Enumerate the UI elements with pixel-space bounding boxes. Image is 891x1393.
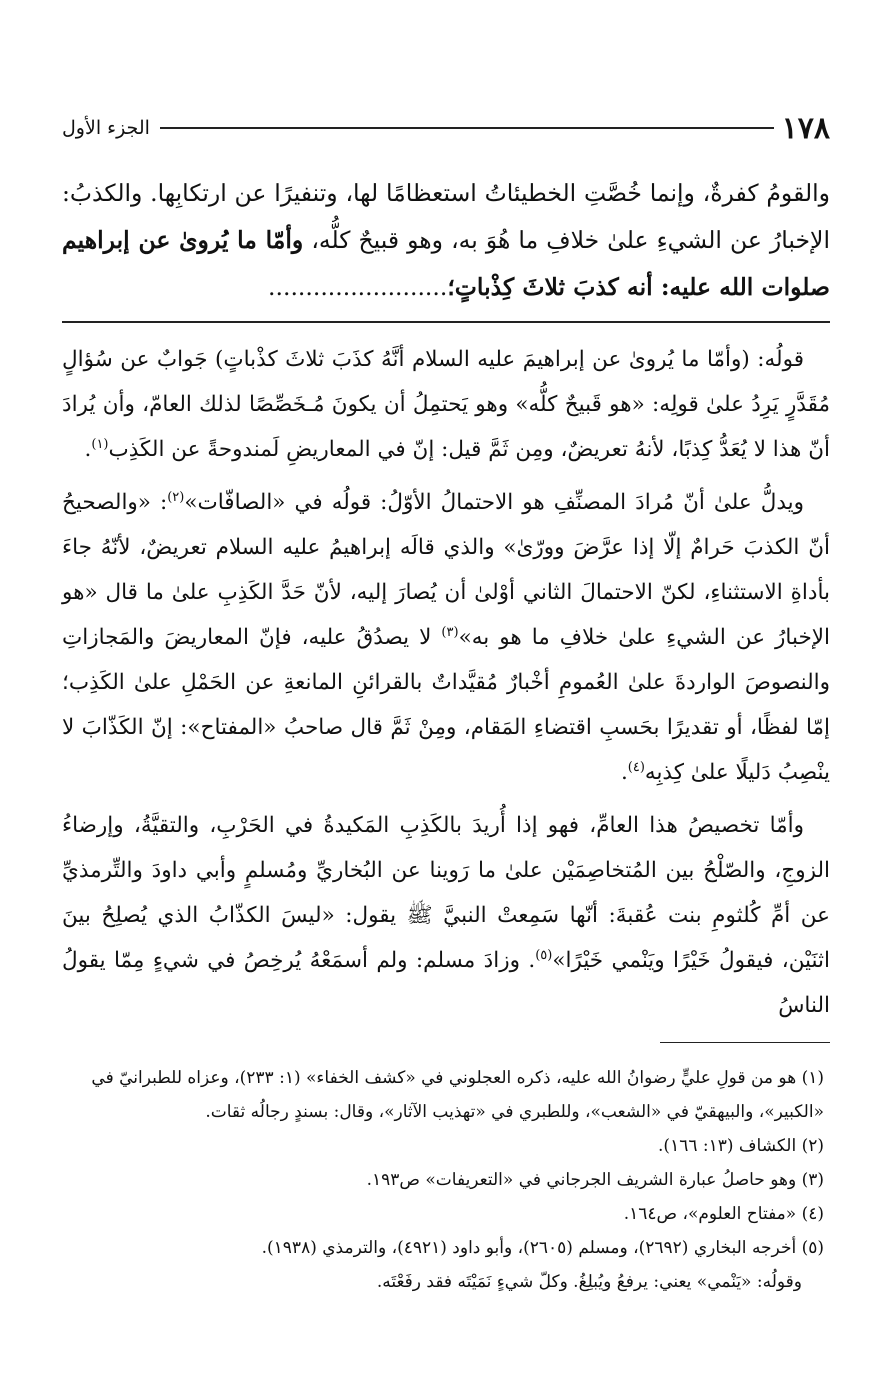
main-text-dots: ........................ (268, 273, 448, 301)
paragraph-text: وأمّا تخصيصُ هذا العامِّ، فهو إذا أُريدَ بالكَذِبِ المَكيدةُ في الحَرْبِ، والتقيَّةُ، وإرضاءُ الزوجِ، والصّلْحُ بين المُتخاصِمَيْن علىٰ ما رَوينا عن البُخاريِّ ومُسلمٍ وأبي داودَ والتِّرمذيِّ عن أمِّ كُلثومِ بنت عُقبةَ: أنّها سَمِعتْ النبيَّ ﷺ يقول: «ليسَ الكذّابُ الذي يُصلِحُ بينَ اثنَيْن، فيقولُ خَيْرًا ويَنْمي خَيْرًا» (62, 813, 830, 973)
paragraph-text: قولُه: (وأمّا ما يُروىٰ عن إبراهيمَ عليه السلام أنَّهُ كذَبَ ثلاثَ كذْباتٍ) جَوابٌ عن سُؤالٍ مُقَدَّرٍ يَرِدُ علىٰ قولِه: «هو قَبيحٌ كلُّه» وهو يَحتمِلُ أن يكونَ مُـخَصِّصًا لذلك العامّ، وأن يُرادَ أنّ هذا لا يُعَدُّ كِذبًا، لأنهُ تعريضٌ، ومِن ثَمَّ قيل: إنّ في المعاريضِ لَمندوحةً عن الكَذِب (62, 347, 830, 462)
footnote: (٢) الكشاف (١٣: ١٦٦). (658, 1136, 824, 1156)
page-header (62, 108, 830, 148)
footnote-ref: (٤) (627, 759, 645, 775)
main-separator (62, 321, 830, 323)
footnote-separator (660, 1042, 830, 1043)
paragraph-text: لا يصدُقُ عليه، فإنّ المعاريضَ والمَجازاتِ والنصوصَ الواردةَ علىٰ العُمومِ أخْبارٌ مُقيَّداتٌ بالقرائنِ المانعةِ عن الحَمْلِ علىٰ الكَذِب؛ إمّا لفظًا، أو تقديرًا بحَسبِ اقتضاءِ المَقام، ومِنْ ثَمَّ قال صاحبُ «المفتاح»: إنّ الكَذّابَ لا ينْصِبُ دَليلًا علىٰ كِذبِه (62, 625, 830, 785)
header-rule (160, 127, 774, 129)
main-text (62, 170, 830, 311)
footnote: (٣) وهو حاصلُ عبارة الشريف الجرجاني في «التعريفات» ص١٩٣. (366, 1170, 824, 1190)
footnote: (٤) «مفتاح العلوم»، ص١٦٤. (623, 1204, 824, 1224)
paragraph-text: ويدلُّ علىٰ أنّ مُرادَ المصنِّفِ هو الاحتمالُ الأوّلُ: قولُه في «الصافّات» (184, 490, 805, 515)
footnote-continuation: وقولُه: «يَنْمي» يعني: يرفعُ ويُبلِغُ. وكلّ شيءٍ نَمَيْتَه فقد رفَعْتَه. (376, 1272, 802, 1292)
book-page (62, 108, 830, 1299)
commentary-paragraph: ويدلُّ علىٰ أنّ مُرادَ المصنِّفِ هو الاحتمالُ الأوّلُ: قولُه في «الصافّات»$^{(٢)}$: «والصحيحُ أنّ الكذبَ حَرامٌ إلّا إذا عرَّضَ وورّىٰ» والذي قالَه إبراهيمُ عليه السلام تعريضٌ، لأنّهُ جاءَ بأداةِ الاستثناءِ، لكنّ الاحتمالَ الثاني أوْلىٰ أن يُصارَ إليه، لأنّ حَدَّ الكَذِبِ علىٰ ما قال «هو الإخبارُ عن الشيءِ علىٰ خلافِ ما هو به»$^{(٣)}$ لا يصدُقُ عليه، فإنّ المعاريضَ والمَجازاتِ والنصوصَ الواردةَ علىٰ العُمومِ أخْبارٌ مُقيَّداتٌ بالقرائنِ المانعةِ عن الحَمْلِ علىٰ الكَذِب؛ إمّا لفظًا، أو تقديرًا بحَسبِ اقتضاءِ المَقام، ومِنْ ثَمَّ قال صاحبُ «المفتاح»: إنّ الكَذّابَ لا ينْصِبُ دَليلًا علىٰ كِذبِه$^{(٤)}$. (62, 489, 830, 785)
commentary-paragraph (62, 803, 830, 1028)
paragraph-text: . وزادَ مسلم: ولم أسمَعْهُ يُرخِصُ في شيءٍ مِمّا يقولُ الناسُ (62, 948, 830, 1018)
commentary (62, 337, 830, 1028)
footnote: (١) هو من قولِ عليٍّ رضوانُ الله عليه، ذكره العجلوني في «كشف الخفاء» (١: ٢٣٣)، وعزاه للطبرانيّ في «الكبير»، والبيهقيّ في «الشعب»، وللطبري في «تهذيب الآثار»، وقال: بسندٍ رجالُه ثقات. (91, 1068, 824, 1122)
main-text-part1: والقومُ كفرةٌ، وإنما خُصَّتِ الخطيئاتُ استعظامًا لها، وتنفيرًا عن ارتكابِها. والكذبُ: الإخبارُ عن الشيءِ علىٰ خلافِ ما هُوَ به، وهو قبيحٌ كلُّه، (62, 179, 830, 254)
main-text-bold: وأمّا ما يُروىٰ عن إبراهيم صلوات الله عليه: أنه كذبَ ثلاثَ كِذْباتٍ؛ (62, 226, 830, 301)
footnote: (٥) أخرجه البخاري (٢٦٩٢)، ومسلم (٢٦٠٥)، وأبو داود (٤٩٢١)، والترمذي (١٩٣٨). (261, 1238, 824, 1258)
commentary-paragraph: قولُه: (وأمّا ما يُروىٰ عن إبراهيمَ عليه السلام أنَّهُ كذَبَ ثلاثَ كذْباتٍ) جَوابٌ عن سُؤالٍ مُقَدَّرٍ يَرِدُ علىٰ قولِه: «هو قَبيحٌ كلُّه» وهو يَحتمِلُ أن يكونَ مُـخَصِّصًا لذلك العامّ، وأن يُرادَ أنّ هذا لا يُعَدُّ كِذبًا، لأنهُ تعريضٌ، ومِن ثَمَّ قيل: إنّ في المعاريضِ لَمندوحةً عن الكَذِب$^{(١)}$. (62, 347, 830, 462)
footnotes (62, 1061, 830, 1299)
paragraph-text: : «والصحيحُ أنّ الكذبَ حَرامٌ إلّا إذا عرَّضَ وورّىٰ» والذي قالَه إبراهيمُ عليه السلام تعريضٌ، لأنّهُ جاءَ بأداةِ الاستثناءِ، لكنّ الاحتمالَ الثاني أوْلىٰ أن يُصارَ إليه، لأنّ حَدَّ الكَذِبِ علىٰ ما قال «هو الإخبارُ عن الشيءِ علىٰ خلافِ ما هو به» (62, 490, 830, 650)
volume-title: الجزء الأول (62, 117, 150, 139)
footnote-ref: (١) (91, 436, 109, 452)
footnote-ref: (٢) (167, 489, 185, 505)
page-number: ١٧٨ (781, 110, 830, 146)
footnote-ref: (٥) (535, 947, 553, 963)
footnote-ref: (٣) (441, 624, 459, 640)
